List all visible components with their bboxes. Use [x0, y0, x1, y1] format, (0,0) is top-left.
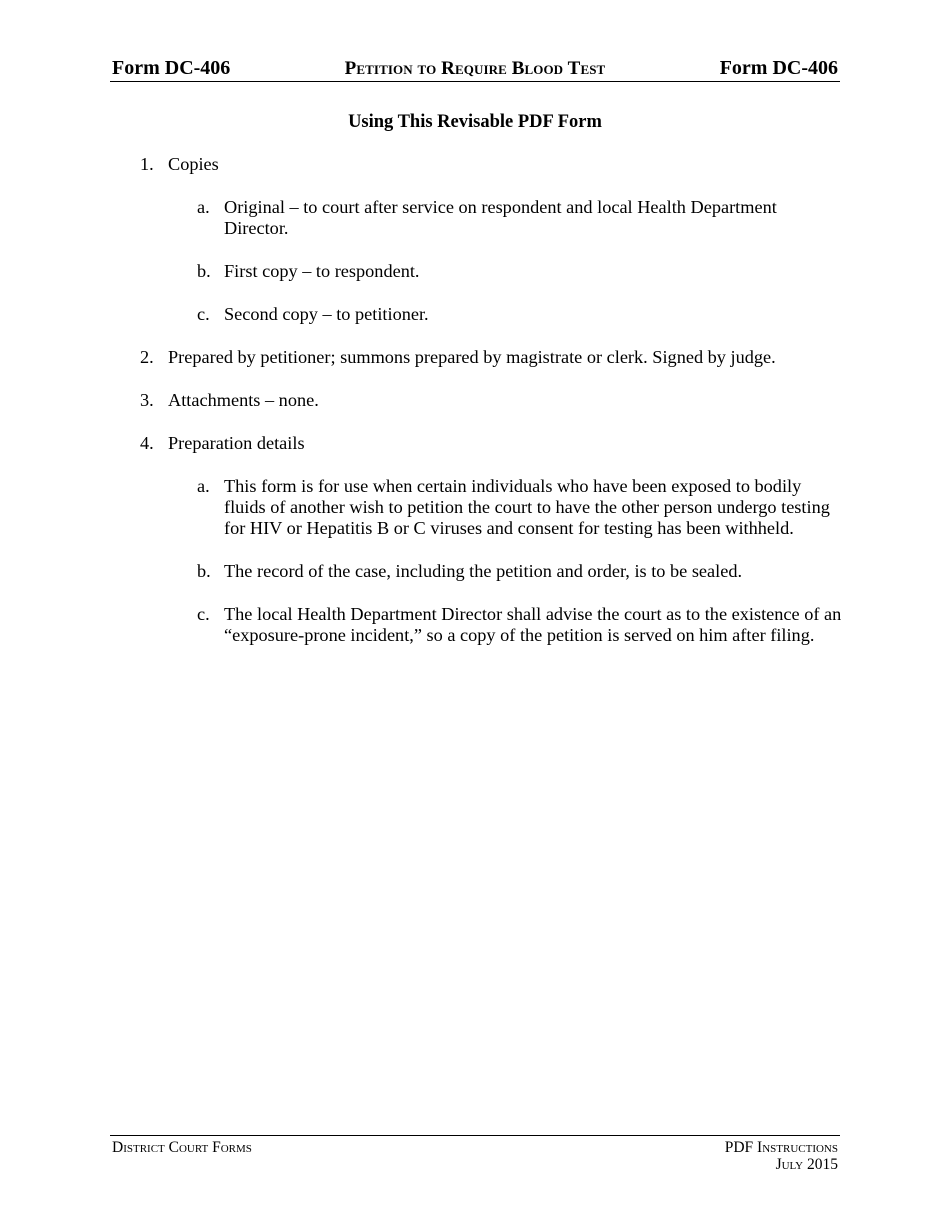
sub-list-item [168, 197, 845, 239]
sub-item-letter: b. [197, 261, 211, 281]
section-title: Using This Revisable PDF Form [348, 112, 602, 132]
instructions-list [110, 154, 845, 668]
item-text: Attachments – none. [168, 390, 319, 410]
list-item [110, 347, 845, 368]
item-number: 1. [140, 154, 154, 174]
sub-item-letter: c. [197, 304, 210, 324]
sub-item-text: The local Health Department Director shall advise the court as to the existence of an “exposure-prone incident,” so a copy of the petition is served on him after filing. [224, 604, 842, 645]
item-number: 3. [140, 390, 154, 410]
form-number-left: Form DC-406 [112, 57, 231, 79]
footer-date: July 2015 [775, 1156, 838, 1173]
sub-item-letter: b. [197, 561, 211, 581]
sub-item-text: Original – to court after service on respondent and local Health Department Director. [224, 197, 777, 238]
sub-list-item [168, 261, 845, 282]
sub-list [168, 476, 845, 646]
list-item [110, 433, 845, 646]
item-text: Copies [168, 154, 219, 174]
item-number: 4. [140, 433, 154, 453]
item-text: Prepared by petitioner; summons prepared by magistrate or clerk. Signed by judge. [168, 347, 776, 367]
sub-item-text: This form is for use when certain individuals who have been exposed to bodily fluids of another wish to petition the court to have the other person undergo testing for HIV or Hepatitis B or C viruses and consent for testing has been withheld. [224, 476, 830, 538]
sub-list-item [168, 604, 845, 646]
page-footer [110, 1135, 840, 1173]
list-item [110, 154, 845, 325]
sub-item-text: Second copy – to petitioner. [224, 304, 429, 324]
item-text: Preparation details [168, 433, 305, 453]
sub-list-item [168, 304, 845, 325]
sub-item-letter: a. [197, 476, 210, 496]
sub-item-letter: c. [197, 604, 210, 624]
sub-list [168, 197, 845, 325]
sub-item-text: The record of the case, including the petition and order, is to be sealed. [224, 561, 743, 581]
footer-right-block [725, 1139, 838, 1173]
sub-list-item [168, 561, 845, 582]
sub-item-text: First copy – to respondent. [224, 261, 420, 281]
item-number: 2. [140, 347, 154, 367]
page-header [110, 57, 840, 82]
form-number-right: Form DC-406 [719, 57, 838, 79]
form-title: Petition to Require Blood Test [344, 58, 606, 79]
list-item [110, 390, 845, 411]
footer-pdf-instructions: PDF Instructions [724, 1139, 838, 1156]
sub-list-item [168, 476, 845, 539]
footer-district-court-forms: District Court Forms [112, 1139, 252, 1156]
sub-item-letter: a. [197, 197, 210, 217]
